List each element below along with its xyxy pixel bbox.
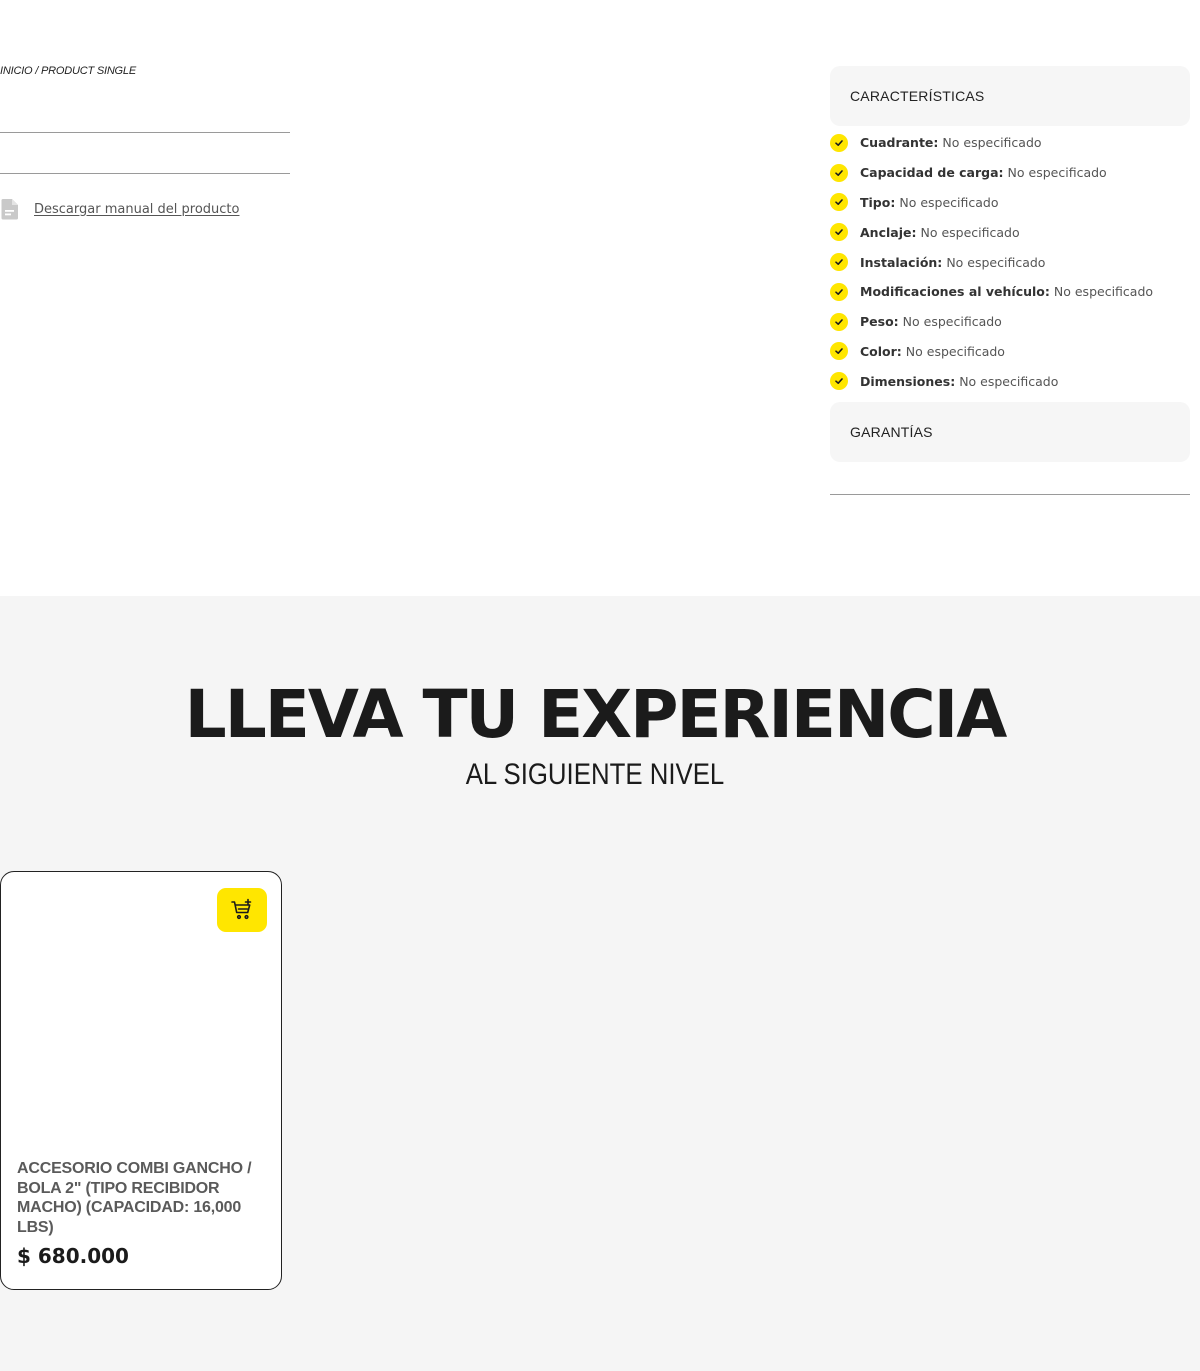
document-icon bbox=[0, 198, 20, 220]
check-circle-icon bbox=[830, 283, 848, 301]
feature-item bbox=[830, 217, 1190, 247]
feature-value: No especificado bbox=[1007, 165, 1107, 181]
feature-label: Color: bbox=[860, 343, 902, 359]
check-circle-icon bbox=[830, 342, 848, 360]
divider bbox=[830, 494, 1190, 495]
check-circle-icon bbox=[830, 253, 848, 271]
feature-value: No especificado bbox=[946, 254, 1046, 270]
feature-item bbox=[830, 128, 1190, 158]
promo-subtitle: AL SIGUIENTE NIVEL bbox=[465, 758, 725, 791]
warranty-accordion-header[interactable]: GARANTÍAS bbox=[830, 402, 1190, 462]
related-products-section bbox=[0, 596, 1200, 1371]
product-price: $ 680.000 bbox=[17, 1244, 129, 1268]
features-list bbox=[830, 126, 1190, 402]
feature-item bbox=[830, 337, 1190, 367]
feature-value: No especificado bbox=[942, 135, 1042, 151]
check-circle-icon bbox=[830, 372, 848, 390]
check-circle-icon bbox=[830, 313, 848, 331]
product-details-panel bbox=[830, 66, 1190, 495]
features-accordion-header[interactable]: CARACTERÍSTICAS bbox=[830, 66, 1190, 126]
feature-label: Cuadrante: bbox=[860, 135, 939, 151]
breadcrumb: INICIO / PRODUCT SINGLE bbox=[0, 65, 136, 77]
feature-value: No especificado bbox=[902, 314, 1002, 330]
feature-item bbox=[830, 188, 1190, 218]
product-card[interactable] bbox=[0, 871, 282, 1290]
feature-label: Modificaciones al vehículo: bbox=[860, 284, 1050, 300]
feature-label: Instalación: bbox=[860, 254, 943, 270]
feature-label: Tipo: bbox=[860, 194, 896, 210]
feature-item bbox=[830, 158, 1190, 188]
feature-value: No especificado bbox=[959, 373, 1059, 389]
feature-value: No especificado bbox=[899, 194, 999, 210]
feature-label: Capacidad de carga: bbox=[860, 165, 1004, 181]
feature-value: No especificado bbox=[905, 343, 1005, 359]
divider bbox=[0, 173, 290, 174]
feature-label: Peso: bbox=[860, 314, 899, 330]
check-circle-icon bbox=[830, 164, 848, 182]
feature-item bbox=[830, 277, 1190, 307]
cart-plus-icon bbox=[230, 898, 254, 922]
feature-value: No especificado bbox=[1053, 284, 1154, 300]
check-circle-icon bbox=[830, 134, 848, 152]
check-circle-icon bbox=[830, 193, 848, 211]
check-circle-icon bbox=[830, 223, 848, 241]
feature-label: Dimensiones: bbox=[860, 373, 956, 389]
download-manual-link[interactable] bbox=[0, 198, 239, 220]
add-to-cart-button[interactable] bbox=[217, 888, 267, 932]
feature-label: Anclaje: bbox=[860, 224, 917, 240]
divider bbox=[0, 132, 290, 133]
feature-item bbox=[830, 247, 1190, 277]
feature-value: No especificado bbox=[920, 224, 1020, 240]
feature-item bbox=[830, 366, 1190, 396]
promo-title: LLEVA TU EXPERIENCIA bbox=[184, 676, 1006, 753]
download-manual-label: Descargar manual del producto bbox=[34, 201, 240, 217]
feature-item bbox=[830, 307, 1190, 337]
product-name: ACCESORIO COMBI GANCHO / BOLA 2" (TIPO RECIBIDOR MACHO) (CAPACIDAD: 16,000 LBS) bbox=[17, 1160, 252, 1236]
